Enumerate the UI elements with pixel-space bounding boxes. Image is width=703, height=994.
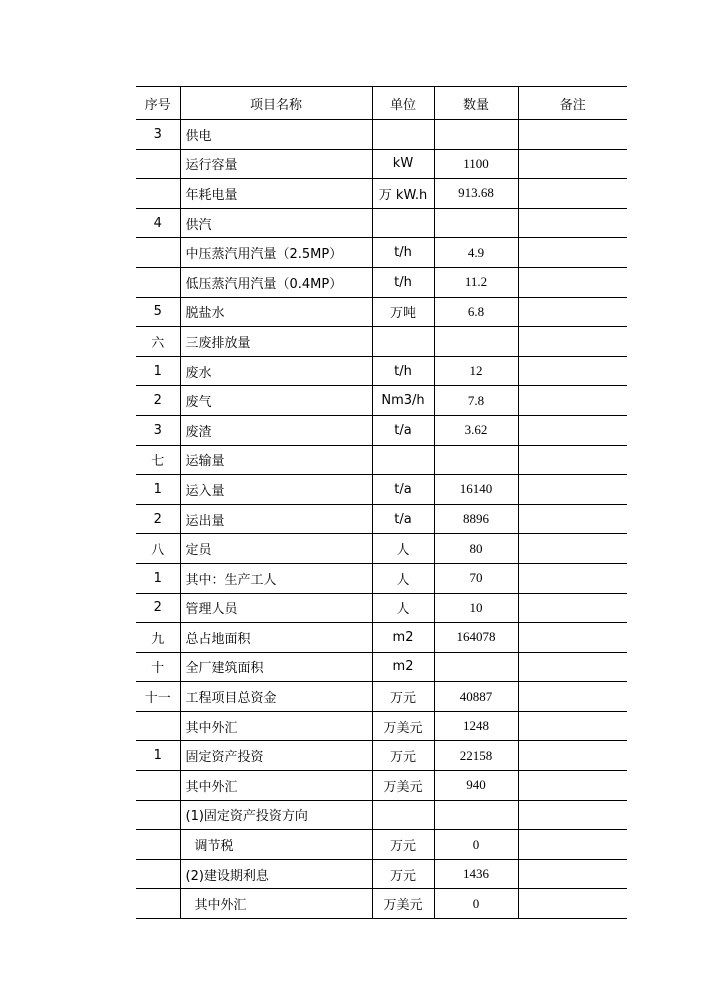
row-unit [372, 208, 434, 238]
data-table [136, 86, 627, 919]
row-no: 八 [136, 534, 180, 564]
table-row [136, 771, 627, 801]
row-note [518, 179, 627, 209]
row-note [518, 859, 627, 889]
row-name: 脱盐水 [180, 297, 372, 327]
row-no [136, 859, 180, 889]
row-unit: 人 [372, 534, 434, 564]
row-name: 定员 [180, 534, 372, 564]
header-note: 备注 [518, 87, 627, 120]
row-unit: 万 kW.h [372, 179, 434, 209]
row-note [518, 504, 627, 534]
row-qty [434, 652, 518, 682]
row-unit: t/a [372, 504, 434, 534]
row-unit: t/h [372, 267, 434, 297]
table-row [136, 534, 627, 564]
table-row [136, 711, 627, 741]
row-note [518, 593, 627, 623]
row-note [518, 415, 627, 445]
row-unit: Nm3/h [372, 386, 434, 416]
row-unit: 万元 [372, 741, 434, 771]
row-note [518, 297, 627, 327]
table-row [136, 149, 627, 179]
row-qty: 80 [434, 534, 518, 564]
row-unit: 万元 [372, 830, 434, 860]
row-qty: 940 [434, 771, 518, 801]
row-name: 供电 [180, 120, 372, 150]
table-row [136, 208, 627, 238]
table-row [136, 593, 627, 623]
row-name: 低压蒸汽用汽量（0.4MP） [180, 267, 372, 297]
row-note [518, 830, 627, 860]
table-row [136, 386, 627, 416]
row-qty: 0 [434, 830, 518, 860]
row-qty: 6.8 [434, 297, 518, 327]
row-no: 3 [136, 120, 180, 150]
row-qty: 11.2 [434, 267, 518, 297]
row-qty: 8896 [434, 504, 518, 534]
row-name: 三废排放量 [180, 327, 372, 357]
row-qty: 10 [434, 593, 518, 623]
row-name: 供汽 [180, 208, 372, 238]
row-no: 七 [136, 445, 180, 475]
table-row [136, 830, 627, 860]
row-no [136, 149, 180, 179]
table-row [136, 356, 627, 386]
row-unit [372, 120, 434, 150]
row-unit: kW [372, 149, 434, 179]
table-row [136, 889, 627, 919]
row-qty: 0 [434, 889, 518, 919]
row-qty: 164078 [434, 623, 518, 653]
row-qty: 913.68 [434, 179, 518, 209]
header-unit: 单位 [372, 87, 434, 120]
row-no: 2 [136, 386, 180, 416]
row-unit: 万吨 [372, 297, 434, 327]
row-unit: t/h [372, 238, 434, 268]
row-note [518, 682, 627, 712]
row-no: 1 [136, 356, 180, 386]
row-unit: 万美元 [372, 889, 434, 919]
row-note [518, 356, 627, 386]
table-row [136, 238, 627, 268]
row-name: 运入量 [180, 475, 372, 505]
row-qty: 1436 [434, 859, 518, 889]
row-no: 2 [136, 593, 180, 623]
row-name: 其中外汇 [180, 889, 372, 919]
row-qty: 4.9 [434, 238, 518, 268]
row-qty: 16140 [434, 475, 518, 505]
row-qty [434, 800, 518, 830]
row-name: 运输量 [180, 445, 372, 475]
row-name: 工程项目总资金 [180, 682, 372, 712]
row-no: 3 [136, 415, 180, 445]
row-unit: 人 [372, 563, 434, 593]
row-qty: 70 [434, 563, 518, 593]
row-name: 固定资产投资 [180, 741, 372, 771]
row-note [518, 208, 627, 238]
row-name: 其中外汇 [180, 711, 372, 741]
row-unit: 万美元 [372, 711, 434, 741]
row-no: 1 [136, 563, 180, 593]
row-no [136, 179, 180, 209]
row-name: 总占地面积 [180, 623, 372, 653]
row-unit [372, 445, 434, 475]
row-note [518, 534, 627, 564]
row-unit: 人 [372, 593, 434, 623]
row-no: 1 [136, 475, 180, 505]
row-no: 4 [136, 208, 180, 238]
row-qty: 12 [434, 356, 518, 386]
row-note [518, 623, 627, 653]
row-note [518, 445, 627, 475]
row-note [518, 771, 627, 801]
row-qty: 1100 [434, 149, 518, 179]
row-note [518, 563, 627, 593]
table-row [136, 445, 627, 475]
table-row [136, 859, 627, 889]
row-qty: 22158 [434, 741, 518, 771]
row-name: 其中外汇 [180, 771, 372, 801]
header-row [136, 87, 627, 120]
row-note [518, 652, 627, 682]
row-no: 十 [136, 652, 180, 682]
table-row [136, 800, 627, 830]
row-qty [434, 327, 518, 357]
row-name: 废水 [180, 356, 372, 386]
row-no: 九 [136, 623, 180, 653]
row-unit: m2 [372, 623, 434, 653]
row-name: 废渣 [180, 415, 372, 445]
row-no: 2 [136, 504, 180, 534]
row-unit: 万美元 [372, 771, 434, 801]
row-name: 其中：生产工人 [180, 563, 372, 593]
row-unit: t/h [372, 356, 434, 386]
row-no [136, 711, 180, 741]
row-note [518, 475, 627, 505]
row-no [136, 267, 180, 297]
table-row [136, 267, 627, 297]
row-name: 管理人员 [180, 593, 372, 623]
row-no [136, 800, 180, 830]
row-note [518, 711, 627, 741]
row-name: (2)建设期利息 [180, 859, 372, 889]
table-row [136, 623, 627, 653]
row-note [518, 149, 627, 179]
row-no: 十一 [136, 682, 180, 712]
row-no [136, 830, 180, 860]
row-name: 运出量 [180, 504, 372, 534]
row-unit [372, 800, 434, 830]
row-unit: m2 [372, 652, 434, 682]
table-row [136, 504, 627, 534]
row-note [518, 120, 627, 150]
table-row [136, 120, 627, 150]
row-name: 运行容量 [180, 149, 372, 179]
table-row [136, 682, 627, 712]
row-name: (1)固定资产投资方向 [180, 800, 372, 830]
row-qty: 3.62 [434, 415, 518, 445]
row-no [136, 889, 180, 919]
row-note [518, 267, 627, 297]
row-unit: t/a [372, 415, 434, 445]
row-no: 六 [136, 327, 180, 357]
row-qty [434, 445, 518, 475]
row-note [518, 741, 627, 771]
row-note [518, 889, 627, 919]
header-name: 项目名称 [180, 87, 372, 120]
header-no: 序号 [136, 87, 180, 120]
row-name: 调节税 [180, 830, 372, 860]
row-note [518, 800, 627, 830]
table-row [136, 179, 627, 209]
table-row [136, 327, 627, 357]
row-unit [372, 327, 434, 357]
header-qty: 数量 [434, 87, 518, 120]
table-row [136, 741, 627, 771]
table-body [136, 120, 627, 919]
row-qty [434, 120, 518, 150]
row-note [518, 238, 627, 268]
row-note [518, 327, 627, 357]
table-row [136, 475, 627, 505]
row-unit: 万元 [372, 859, 434, 889]
row-name: 中压蒸汽用汽量（2.5MP） [180, 238, 372, 268]
row-no: 1 [136, 741, 180, 771]
row-name: 全厂建筑面积 [180, 652, 372, 682]
row-no [136, 238, 180, 268]
table-row [136, 297, 627, 327]
row-no: 5 [136, 297, 180, 327]
row-name: 年耗电量 [180, 179, 372, 209]
table-row [136, 652, 627, 682]
row-unit: t/a [372, 475, 434, 505]
row-name: 废气 [180, 386, 372, 416]
row-qty: 40887 [434, 682, 518, 712]
row-qty: 7.8 [434, 386, 518, 416]
row-qty [434, 208, 518, 238]
row-no [136, 771, 180, 801]
row-unit: 万元 [372, 682, 434, 712]
row-note [518, 386, 627, 416]
table-row [136, 415, 627, 445]
row-qty: 1248 [434, 711, 518, 741]
table-row [136, 563, 627, 593]
